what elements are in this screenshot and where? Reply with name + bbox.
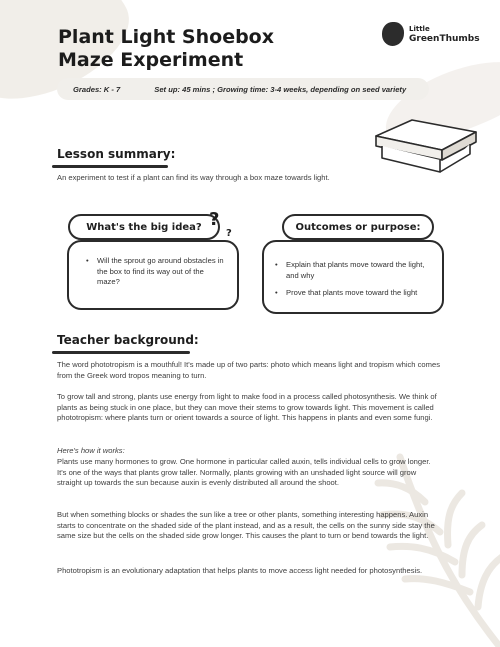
big-idea-item: • Will the sprout go around obstacles in the box to find its way out of the maze? bbox=[85, 256, 225, 288]
question-mark-icon: ? bbox=[209, 209, 220, 230]
outcomes-heading: Outcomes or purpose: bbox=[282, 214, 434, 240]
question-mark-small-icon: ? bbox=[226, 228, 232, 239]
title-line-2: Maze Experiment bbox=[58, 49, 244, 71]
teacher-background-heading: Teacher background: bbox=[57, 333, 199, 347]
page-title bbox=[58, 26, 274, 72]
heading-underline bbox=[52, 165, 168, 168]
background-paragraph-1: The word phototropism is a mouthful! It's made up of two parts: photo which means light and tropism which comes from the Greek word tropos meaning to turn. bbox=[57, 360, 441, 380]
background-paragraph-2: To grow tall and strong, plants use energy from light to make food in a process called photosynthesis. We think of plants as being stuck in one place, but they can move their stems to grow towards light. This movement is called phototropism: where plants turn or orient towards a source of light. This happens in plants and even some fungi. bbox=[57, 392, 437, 423]
logo-text-line-1: Little bbox=[409, 24, 430, 33]
title-line-1: Plant Light Shoebox bbox=[58, 26, 274, 48]
big-idea-card bbox=[67, 240, 239, 310]
outcomes-card bbox=[262, 240, 444, 314]
how-it-works-heading: Here's how it works: bbox=[57, 446, 125, 455]
grades-label: Grades: K - 7 bbox=[73, 84, 121, 94]
meta-info-bar bbox=[57, 78, 429, 100]
background-paragraph-4: But when something blocks or shades the sun like a tree or other plants, something interesting happens. Auxin starts to concentrate on the shaded side of the plant instead, and as a result, the cells on the sunny side stay the same size but the cells on the shaded side grow longer. This causes the plant to turn or bend towards the light. bbox=[57, 510, 435, 541]
lesson-summary-heading: Lesson summary: bbox=[57, 147, 176, 161]
logo-text-line-2: GreenThumbs bbox=[409, 33, 480, 44]
seed-logo-icon bbox=[382, 22, 404, 46]
background-paragraph-3: Plants use many hormones to grow. One hormone in particular called auxin, tells individual cells to grow longer. It's one of the ways that plants grow taller. Normally, plants growing with an unshaded light source will grow straight up towards the sun because auxin is evenly distributed all around the shoot. bbox=[57, 457, 431, 488]
outcome-item-2: • Prove that plants move toward the light bbox=[274, 288, 432, 299]
big-idea-heading: What's the big idea? bbox=[68, 214, 220, 240]
outcome-item-1: • Explain that plants move toward the light, and why bbox=[274, 260, 432, 281]
background-paragraph-5: Phototropism is an evolutionary adaptation that helps plants to move access light needed for photosynthesis. bbox=[57, 566, 423, 575]
setup-time-label: Set up: 45 mins ; Growing time: 3-4 weeks, depending on seed variety bbox=[154, 84, 407, 94]
heading-underline bbox=[52, 351, 190, 354]
lesson-summary-text: An experiment to test if a plant can find its way through a box maze towards light. bbox=[57, 173, 330, 182]
shoebox-illustration-icon bbox=[372, 108, 480, 178]
brand-logo bbox=[382, 22, 480, 46]
